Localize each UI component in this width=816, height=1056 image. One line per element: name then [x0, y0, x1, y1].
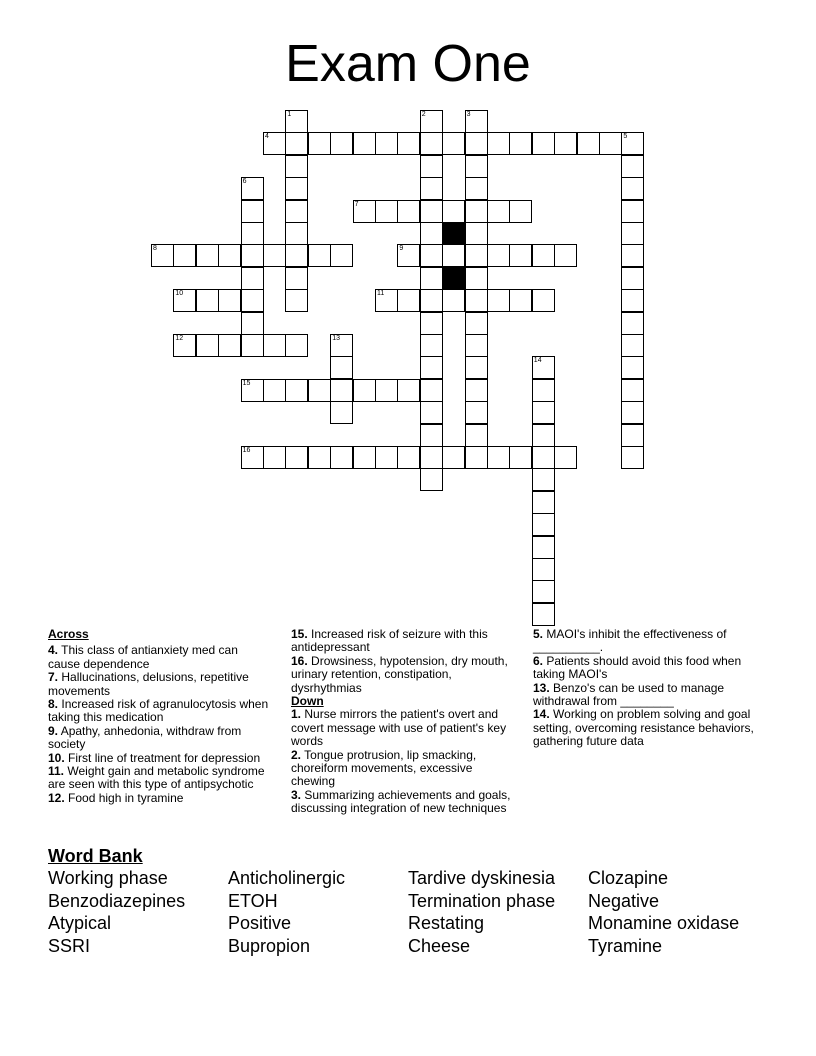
grid-cell[interactable] — [196, 334, 219, 357]
grid-cell[interactable] — [241, 312, 264, 335]
word-bank-item: Benzodiazepines — [48, 890, 186, 911]
grid-cell[interactable] — [241, 289, 264, 312]
grid-cell[interactable] — [532, 603, 555, 626]
grid-cell[interactable] — [420, 155, 443, 178]
grid-cell[interactable] — [577, 132, 600, 155]
grid-cell[interactable] — [442, 446, 465, 469]
grid-cell[interactable] — [420, 289, 443, 312]
grid-cell[interactable] — [465, 110, 488, 133]
word-bank-item: Tyramine — [588, 935, 663, 956]
grid-cell[interactable] — [532, 580, 555, 603]
across-clue-10: 10. First line of treatment for depression — [48, 750, 261, 765]
grid-cell[interactable] — [465, 289, 488, 312]
clue-number: 16 — [242, 447, 251, 454]
grid-cell[interactable] — [621, 289, 644, 312]
grid-cell[interactable] — [397, 244, 420, 267]
grid-cell[interactable] — [375, 379, 398, 402]
grid-cell[interactable] — [173, 334, 196, 357]
grid-cell[interactable] — [241, 267, 264, 290]
across-clue-15: 15. Increased risk of seizure with this antidepressant — [291, 627, 488, 655]
down-clue-14: 14. Working on problem solving and goal setting, overcoming resistance behaviors, gathering future data — [533, 707, 754, 749]
grid-cell[interactable] — [330, 356, 353, 379]
across-clue-12: 12. Food high in tyramine — [48, 790, 184, 805]
clues-column-2 — [291, 628, 513, 816]
word-bank-item: Monamine oxidase — [588, 913, 740, 934]
clue-number: 14 — [533, 357, 542, 365]
down-clue-5: 5. MAOI's inhibit the effectiveness of __________. — [533, 627, 727, 655]
clue-number: 9 — [399, 245, 404, 253]
grid-cell[interactable] — [397, 289, 420, 312]
grid-cell[interactable] — [397, 200, 420, 223]
down-clue-6: 6. Patients should avoid this food when taking MAOI's — [533, 653, 742, 682]
grid-cell[interactable] — [465, 312, 488, 335]
grid-cell[interactable] — [532, 513, 555, 536]
grid-cell[interactable] — [442, 244, 465, 267]
grid-cell[interactable] — [465, 177, 488, 200]
grid-cell[interactable] — [465, 222, 488, 245]
across-heading: Across — [48, 627, 89, 641]
grid-cell[interactable] — [241, 379, 264, 402]
grid-cell[interactable] — [621, 356, 644, 379]
grid-cell[interactable] — [241, 222, 264, 245]
word-bank-column-4 — [588, 867, 739, 957]
blocked-cell — [442, 267, 465, 290]
grid-cell[interactable] — [241, 177, 264, 200]
grid-cell[interactable] — [621, 379, 644, 402]
grid-cell[interactable] — [465, 132, 488, 155]
grid-cell[interactable] — [330, 446, 353, 469]
word-bank-item: Tardive dyskinesia — [408, 868, 556, 888]
down-clue-13: 13. Benzo's can be used to manage withdrawal from ________ — [533, 680, 725, 709]
grid-cell[interactable] — [420, 200, 443, 223]
grid-cell[interactable] — [375, 446, 398, 469]
grid-cell[interactable] — [420, 356, 443, 379]
grid-cell[interactable] — [285, 177, 308, 200]
grid-cell[interactable] — [263, 244, 286, 267]
grid-cell[interactable] — [330, 401, 353, 424]
grid-cell[interactable] — [621, 132, 644, 155]
grid-cell[interactable] — [465, 379, 488, 402]
grid-cell[interactable] — [532, 468, 555, 491]
grid-cell[interactable] — [621, 424, 644, 447]
grid-cell[interactable] — [465, 155, 488, 178]
grid-cell[interactable] — [285, 379, 308, 402]
grid-cell[interactable] — [353, 200, 376, 223]
down-clue-1: 1. Nurse mirrors the patient's overt and covert message with use of patient's key words — [291, 707, 507, 749]
grid-cell[interactable] — [465, 424, 488, 447]
word-bank-item: Cheese — [408, 935, 471, 956]
grid-cell[interactable] — [397, 132, 420, 155]
grid-cell[interactable] — [397, 446, 420, 469]
clue-number: 11 — [377, 290, 385, 298]
grid-cell[interactable] — [532, 401, 555, 424]
grid-cell[interactable] — [285, 446, 308, 469]
grid-cell[interactable] — [621, 222, 644, 245]
grid-cell[interactable] — [420, 401, 443, 424]
grid-cell[interactable] — [285, 334, 308, 357]
grid-cell[interactable] — [353, 379, 376, 402]
grid-cell[interactable] — [420, 446, 443, 469]
grid-cell[interactable] — [532, 379, 555, 402]
page-title: Exam One — [285, 35, 531, 93]
grid-cell[interactable] — [196, 244, 219, 267]
grid-cell[interactable] — [554, 244, 577, 267]
grid-cell[interactable] — [487, 446, 510, 469]
across-clue-8: 8. Increased risk of agranulocytosis when taking this medication — [48, 697, 269, 725]
grid-cell[interactable] — [621, 401, 644, 424]
grid-cell[interactable] — [218, 289, 241, 312]
across-clue-16: 16. Drowsiness, hypotension, dry mouth, urinary retention, constipation, dysrhythmias — [291, 653, 508, 695]
grid-cell[interactable] — [621, 312, 644, 335]
grid-cell[interactable] — [263, 334, 286, 357]
grid-cell[interactable] — [420, 267, 443, 290]
grid-cell[interactable] — [285, 289, 308, 312]
grid-cell[interactable] — [285, 110, 308, 133]
grid-cell[interactable] — [532, 289, 555, 312]
grid-cell[interactable] — [487, 244, 510, 267]
grid-cell[interactable] — [465, 356, 488, 379]
grid-cell[interactable] — [218, 334, 241, 357]
grid-cell[interactable] — [375, 289, 398, 312]
clue-number: 5 — [623, 133, 628, 141]
grid-cell[interactable] — [241, 244, 264, 267]
grid-cell[interactable] — [420, 222, 443, 245]
clue-number: 7 — [354, 200, 359, 208]
grid-cell[interactable] — [509, 132, 532, 155]
grid-cell[interactable] — [308, 446, 331, 469]
grid-cell[interactable] — [442, 132, 465, 155]
grid-cell[interactable] — [263, 132, 286, 155]
clues-column-3 — [533, 628, 755, 749]
word-bank-item: Working phase — [48, 868, 168, 888]
word-bank-item: Termination phase — [408, 890, 556, 911]
grid-cell[interactable] — [196, 289, 219, 312]
grid-cell[interactable] — [353, 446, 376, 469]
down-clue-3: 3. Summarizing achievements and goals, discussing integration of new techniques — [291, 787, 511, 816]
grid-cell[interactable] — [375, 200, 398, 223]
grid-cell[interactable] — [420, 468, 443, 491]
grid-cell[interactable] — [554, 446, 577, 469]
grid-cell[interactable] — [420, 110, 443, 133]
grid-cell[interactable] — [285, 267, 308, 290]
grid-cell[interactable] — [397, 379, 420, 402]
grid-cell[interactable] — [509, 289, 532, 312]
grid-cell[interactable] — [621, 177, 644, 200]
grid-cell[interactable] — [554, 132, 577, 155]
grid-cell[interactable] — [465, 244, 488, 267]
grid-cell[interactable] — [465, 446, 488, 469]
clue-number: 3 — [466, 111, 471, 118]
across-clue-11: 11. Weight gain and metabolic syndrome are seen with this type of antipsychotic — [48, 764, 265, 792]
clue-number: 4 — [265, 133, 269, 141]
grid-cell[interactable] — [420, 379, 443, 402]
grid-cell[interactable] — [308, 244, 331, 267]
word-bank-item: Negative — [588, 890, 660, 911]
grid-cell[interactable] — [308, 132, 331, 155]
grid-cell[interactable] — [420, 132, 443, 155]
clue-number: 15 — [242, 379, 251, 387]
clue-number: 10 — [175, 290, 184, 298]
grid-cell[interactable] — [621, 155, 644, 178]
clue-number: 12 — [175, 335, 184, 342]
grid-cell[interactable] — [465, 200, 488, 223]
grid-cell[interactable] — [532, 446, 555, 469]
grid-cell[interactable] — [285, 155, 308, 178]
grid-cell[interactable] — [285, 200, 308, 223]
word-bank-item: Anticholinergic — [228, 868, 346, 888]
grid-cell[interactable] — [487, 200, 510, 223]
grid-cell[interactable] — [532, 558, 555, 581]
down-clue-2: 2. Tongue protrusion, lip smacking, choreiform movements, excessive chewing — [291, 747, 477, 789]
grid-cell[interactable] — [487, 132, 510, 155]
word-bank-item: ETOH — [228, 890, 278, 911]
grid-cell[interactable] — [621, 267, 644, 290]
grid-cell[interactable] — [330, 244, 353, 267]
grid-cell[interactable] — [353, 132, 376, 155]
grid-cell[interactable] — [487, 289, 510, 312]
clue-number: 2 — [421, 111, 426, 118]
across-clue-4: 4. This class of antianxiety med can cause dependence — [48, 643, 238, 671]
clue-number: 8 — [153, 245, 157, 253]
grid-cell[interactable] — [151, 244, 174, 267]
grid-cell[interactable] — [375, 132, 398, 155]
word-bank-column-3 — [408, 867, 555, 957]
grid-cell[interactable] — [621, 200, 644, 223]
down-heading: Down — [291, 694, 324, 709]
grid-cell[interactable] — [465, 401, 488, 424]
grid-cell[interactable] — [173, 289, 196, 312]
grid-cell[interactable] — [509, 244, 532, 267]
grid-cell[interactable] — [263, 446, 286, 469]
grid-cell[interactable] — [532, 244, 555, 267]
grid-cell[interactable] — [420, 424, 443, 447]
word-bank-item: Restating — [408, 913, 485, 934]
grid-cell[interactable] — [420, 244, 443, 267]
grid-cell[interactable] — [285, 222, 308, 245]
word-bank-item: Atypical — [48, 913, 112, 934]
grid-cell[interactable] — [621, 446, 644, 469]
grid-cell[interactable] — [621, 244, 644, 267]
across-clue-7: 7. Hallucinations, delusions, repetitive movements — [48, 670, 249, 698]
word-bank-column-1 — [48, 867, 185, 957]
grid-cell[interactable] — [330, 334, 353, 357]
grid-cell[interactable] — [330, 379, 353, 402]
grid-cell[interactable] — [509, 446, 532, 469]
grid-cell[interactable] — [173, 244, 196, 267]
grid-cell[interactable] — [218, 244, 241, 267]
grid-cell[interactable] — [532, 424, 555, 447]
grid-cell[interactable] — [532, 356, 555, 379]
grid-cell[interactable] — [420, 334, 443, 357]
word-bank-item: Positive — [228, 913, 292, 934]
word-bank-column-2 — [228, 867, 345, 957]
grid-cell[interactable] — [465, 267, 488, 290]
across-clue-9: 9. Apathy, anhedonia, withdraw from society — [48, 723, 242, 752]
word-bank-item: SSRI — [48, 935, 91, 956]
word-bank-item: Clozapine — [588, 868, 669, 888]
word-bank-item: Bupropion — [228, 935, 311, 956]
clue-number: 1 — [287, 111, 292, 118]
grid-cell[interactable] — [532, 536, 555, 559]
grid-cell[interactable] — [241, 334, 264, 357]
grid-cell[interactable] — [263, 379, 286, 402]
grid-cell[interactable] — [442, 289, 465, 312]
grid-cell[interactable] — [509, 200, 532, 223]
clue-number: 13 — [332, 335, 340, 342]
grid-cell[interactable] — [420, 312, 443, 335]
grid-cell[interactable] — [621, 334, 644, 357]
grid-cell[interactable] — [420, 177, 443, 200]
grid-cell[interactable] — [532, 491, 555, 514]
grid-cell[interactable] — [532, 132, 555, 155]
grid-cell[interactable] — [442, 200, 465, 223]
clue-number: 6 — [242, 178, 247, 186]
grid-cell[interactable] — [241, 200, 264, 223]
grid-cell[interactable] — [308, 379, 331, 402]
grid-cell[interactable] — [241, 446, 264, 469]
word-bank-heading: Word Bank — [48, 846, 143, 866]
clues-column-1 — [48, 628, 270, 805]
blocked-cell — [442, 222, 465, 245]
grid-cell[interactable] — [285, 244, 308, 267]
grid-cell[interactable] — [285, 132, 308, 155]
grid-cell[interactable] — [465, 334, 488, 357]
grid-cell[interactable] — [330, 132, 353, 155]
grid-cell[interactable] — [599, 132, 622, 155]
